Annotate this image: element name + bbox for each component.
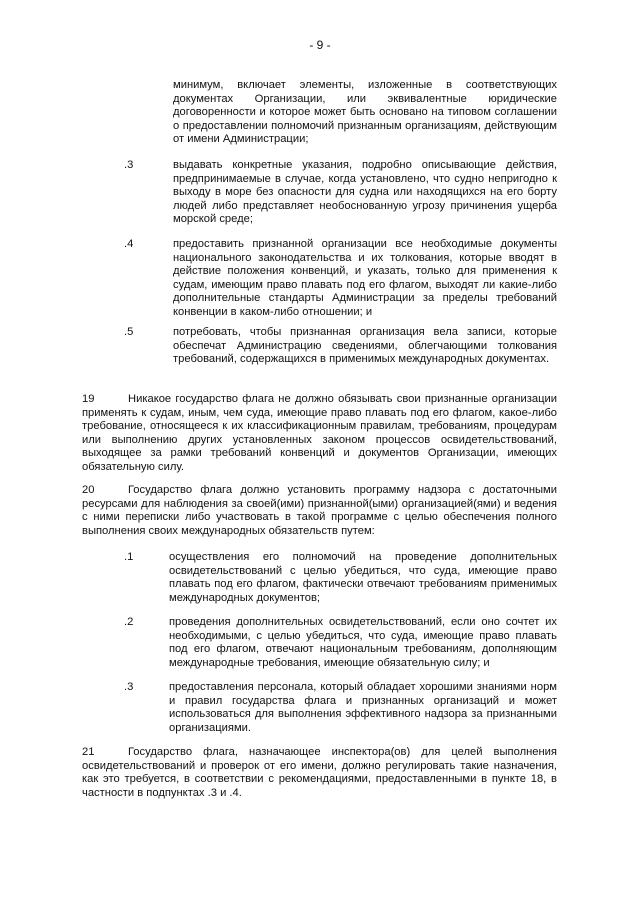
page-number: - 9 - xyxy=(309,38,331,52)
item-18-4-text: предоставить признанной организации все необходимые документы национального законодательства и их толкования, которые вводят в действие положения конвенций, и указать, только для применения к судам, имеющим право плавать под его флагом, выходят ли какие-либо дополнительные стандарты Администрации за пределы требований конвенции в каком-либо отношении; и xyxy=(173,238,557,318)
intro-continuation: минимум, включает элементы, изложенные в соответствующих документах Организации, или эквивалентные юридические договоренности и которое может быть основано на типовом соглашении о предоставлении полномочий признанным организациям, действующим от имени Администрации; xyxy=(173,79,557,146)
paragraph-20-number: 20 xyxy=(82,484,95,496)
paragraph-19 xyxy=(82,393,557,475)
paragraph-20 xyxy=(82,484,557,538)
paragraph-21-text: Государство флага, назначающее инспектора(ов) для целей выполнения освидетельствований и проверок от его имени, должно регулировать такие назначения, как это требуется, в соответствии с рекомендациями, предоставленными в пункте 18, в частности в подпунктах .3 и .4. xyxy=(82,746,557,799)
paragraph-21 xyxy=(82,746,557,800)
item-18-4-number: .4 xyxy=(124,238,134,250)
item-20-1-number: .1 xyxy=(124,551,134,563)
item-20-2-number: .2 xyxy=(124,616,134,628)
item-20-3-number: .3 xyxy=(124,681,134,693)
item-18-5-number: .5 xyxy=(124,326,134,338)
item-18-5-text: потребовать, чтобы признанная организация вела записи, которые обеспечат Администрацию сведениями, облегчающими толкования требований, содержащихся в применимых международных документах. xyxy=(173,326,557,366)
item-18-3-number: .3 xyxy=(124,159,134,171)
paragraph-19-text: Никакое государство флага не должно обязывать свои признанные организации применять к судам, иным, чем суда, имеющие право плавать под его флагом, какое-либо требование, относящееся к их классификационным правилам, требованиям, процедурам или выполнению других установленных законом процессов освидетельствований, выходящее за рамки требований конвенций и документов Организации, имеющих обязательную силу. xyxy=(82,393,557,473)
item-20-1-text: осуществления его полномочий на проведение дополнительных освидетельствований с целью убедиться, что суда, имеющие право плавать под его флагом, фактически отвечают требованиям применимых международных документов; xyxy=(169,551,557,604)
item-20-2-text: проведения дополнительных освидетельствований, если оно сочтет их необходимыми, с целью убедиться, что суда, имеющие право плавать под его флагом, отвечают национальным требованиям, дополняющим международные требования, имеющие обязательную силу; и xyxy=(169,616,557,669)
paragraph-19-number: 19 xyxy=(82,393,95,405)
item-20-3-text: предоставления персонала, который обладает хорошими знаниями норм и правил государства флага и признанных организаций и может использоваться для выполнения эффективного надзора за признанными организациями. xyxy=(169,681,557,734)
paragraph-20-text: Государство флага должно установить программу надзора с достаточными ресурсами для наблюдения за своей(ими) признанной(ыми) организацией(ями) и ведения с ними переписки либо участвовать в такой программе с целью обеспечения полного выполнения своих международных обязательств путем: xyxy=(82,484,557,537)
paragraph-21-number: 21 xyxy=(82,746,95,758)
item-18-3-text: выдавать конкретные указания, подробно описывающие действия, предпринимаемые в случае, когда установлено, что судно непригодно к выходу в море без опасности для судна или находящихся на его борту людей либо представляет необоснованную угрозу причинения ущерба морской среде; xyxy=(173,159,557,226)
